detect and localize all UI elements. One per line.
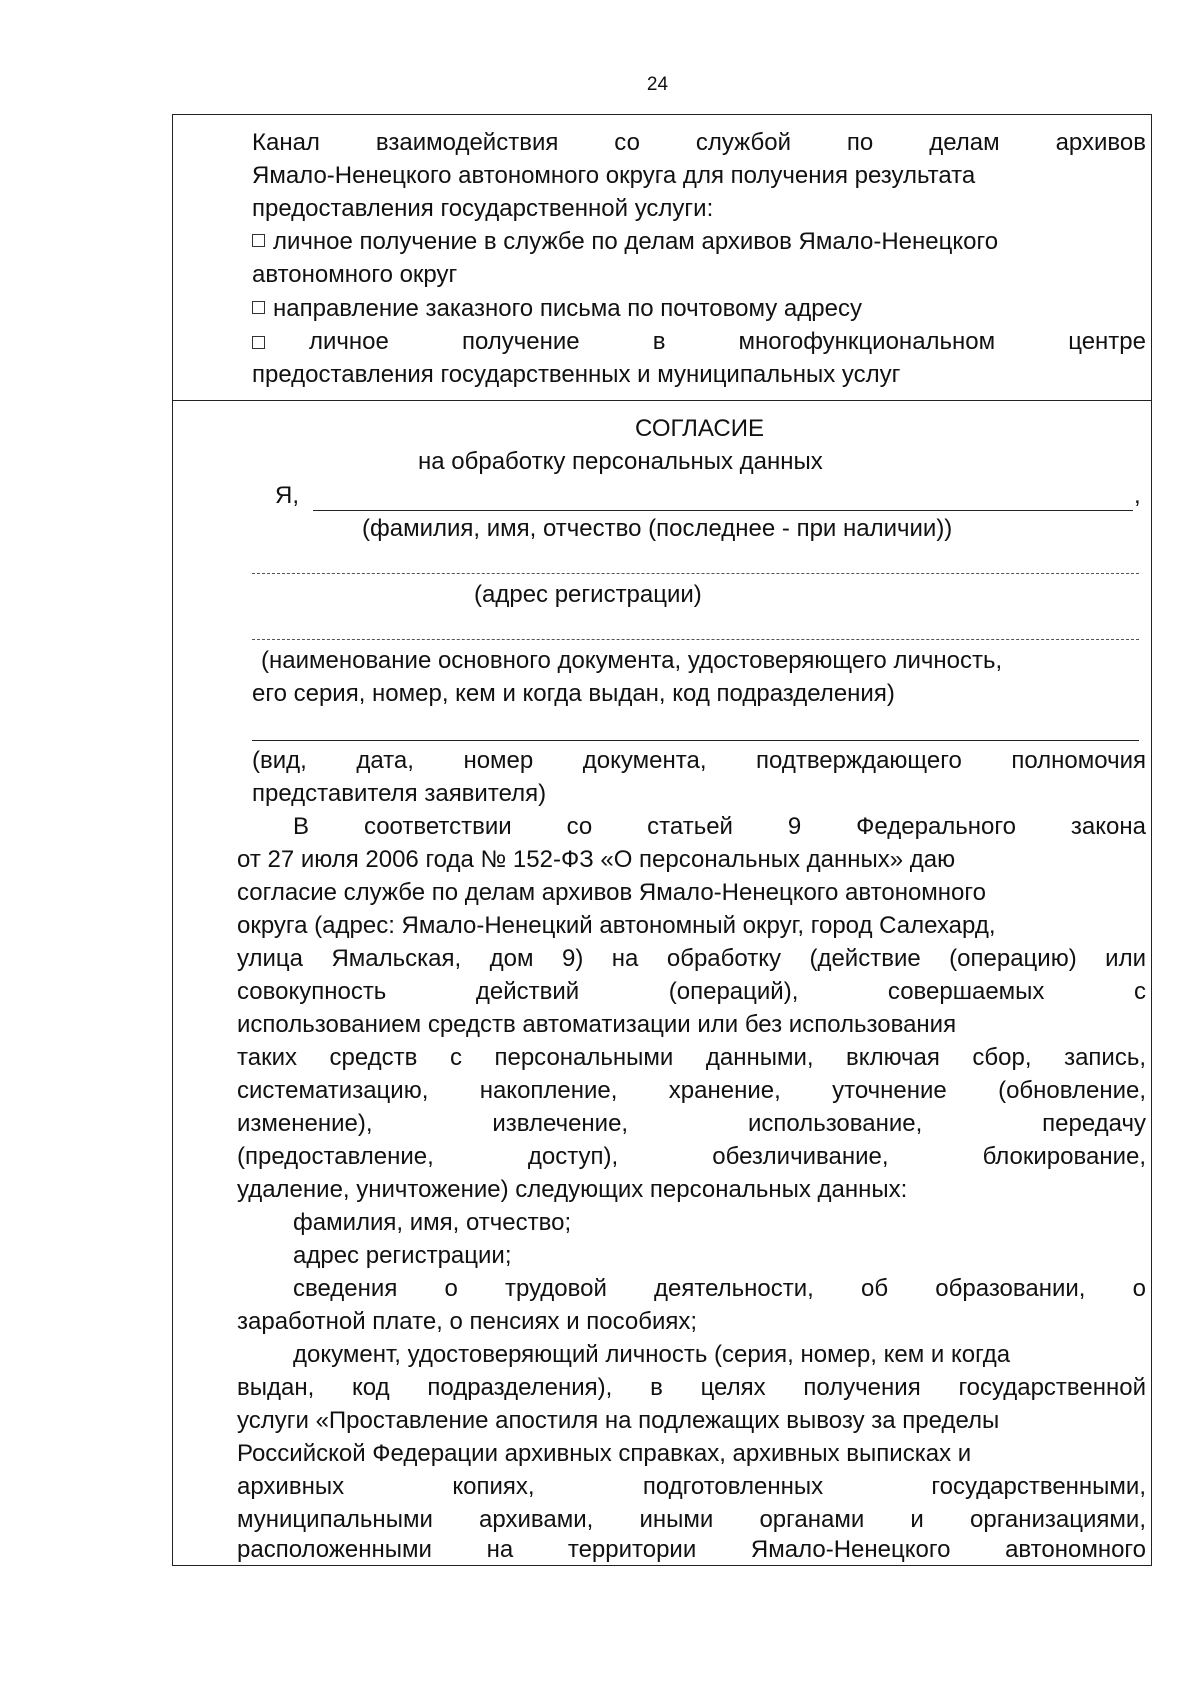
body-line-12: удаление, уничтожение) следующих персональных данных: <box>237 1176 908 1203</box>
checkbox-icon[interactable] <box>252 336 265 349</box>
body-line-21: архивных копиях, подготовленных государственными, <box>237 1473 1146 1500</box>
id-document-hint-line-1: (наименование основного документа, удостоверяющего личность, <box>261 647 1003 674</box>
checkbox-icon[interactable] <box>252 234 265 247</box>
body-line-3: согласие службе по делам архивов Ямало-Ненецкого автономного <box>237 879 986 906</box>
id-document-underline-field[interactable] <box>252 639 1139 640</box>
table-row-divider <box>172 400 1152 401</box>
body-line-7: использованием средств автоматизации или без использования <box>237 1011 957 1038</box>
consent-title: СОГЛАСИЕ <box>635 415 764 442</box>
option-registered-mail-label: направление заказного письма по почтовому адресу <box>273 295 862 322</box>
data-item-id-document: документ, удостоверяющий личность (серия, номер, кем и когда <box>293 1341 1011 1368</box>
fio-comma: , <box>1134 482 1141 509</box>
body-line-20: Российской Федерации архивных справках, архивных выписках и <box>237 1440 972 1467</box>
body-line-6: совокупность действий (операций), совершаемых с <box>237 978 1146 1005</box>
option-personal-archive[interactable] <box>252 227 998 257</box>
body-line-9: систематизацию, накопление, хранение, уточнение (обновление, <box>237 1077 1146 1104</box>
fio-hint: (фамилия, имя, отчество (последнее - при наличии)) <box>362 515 953 542</box>
body-line-11: (предоставление, доступ), обезличивание, блокирование, <box>237 1143 1146 1170</box>
option-personal-archive-label: личное получение в службе по делам архивов Ямало-Ненецкого <box>273 228 999 255</box>
applicant-label: Я, <box>275 482 299 509</box>
body-line-2: от 27 июля 2006 года № 152-ФЗ «О персональных данных» даю <box>237 846 956 873</box>
id-document-hint-line-2: его серия, номер, кем и когда выдан, код подразделения) <box>252 680 895 707</box>
address-hint: (адрес регистрации) <box>474 581 702 608</box>
fio-underline-field[interactable] <box>313 510 1133 511</box>
body-line-8: таких средств с персональными данными, включая сбор, запись, <box>237 1044 1146 1071</box>
checkbox-icon[interactable] <box>252 301 265 314</box>
body-line-18: выдан, код подразделения), в целях получения государственной <box>237 1374 1146 1401</box>
body-line-23: расположенными на территории Ямало-Ненецкого автономного <box>237 1536 1146 1563</box>
body-line-5: улица Ямальская, дом 9) на обработку (действие (операцию) или <box>237 945 1146 972</box>
body-line-22: муниципальными архивами, иными органами и организациями, <box>237 1506 1146 1533</box>
channel-text-line-1: Канал взаимодействия со службой по делам архивов <box>252 129 1146 156</box>
body-line-10: изменение), извлечение, использование, передачу <box>237 1110 1146 1137</box>
data-item-employment-cont: заработной плате, о пенсиях и пособиях; <box>237 1308 698 1335</box>
body-line-19: услуги «Проставление апостиля на подлежащих вывозу за пределы <box>237 1407 1000 1434</box>
representative-hint-line-2: представителя заявителя) <box>252 780 547 807</box>
channel-text-line-3: предоставления государственной услуги: <box>252 195 714 222</box>
page-number: 24 <box>646 74 669 95</box>
option-mfc[interactable] <box>252 327 1146 357</box>
option-mfc-label-cont: предоставления государственных и муниципальных услуг <box>252 361 901 388</box>
data-item-employment: сведения о трудовой деятельности, об образовании, о <box>293 1275 1146 1302</box>
consent-subtitle: на обработку персональных данных <box>418 448 823 475</box>
body-line-4: округа (адрес: Ямало-Ненецкий автономный округ, город Салехард, <box>237 912 996 939</box>
representative-hint-line-1: (вид, дата, номер документа, подтверждающего полномочия <box>252 747 1146 774</box>
body-line-1: В соответствии со статьей 9 Федерального закона <box>293 813 1146 840</box>
address-underline-field[interactable] <box>252 573 1139 574</box>
channel-text-line-2: Ямало-Ненецкого автономного округа для получения результата <box>252 162 976 189</box>
option-registered-mail[interactable] <box>252 294 862 324</box>
option-personal-archive-label-cont: автономного округ <box>252 261 458 288</box>
data-item-address: адрес регистрации; <box>293 1242 512 1269</box>
data-item-fio: фамилия, имя, отчество; <box>293 1209 572 1236</box>
option-mfc-label: личное получение в многофункциональном центре <box>309 328 1146 355</box>
representative-document-underline-field[interactable] <box>252 740 1139 741</box>
